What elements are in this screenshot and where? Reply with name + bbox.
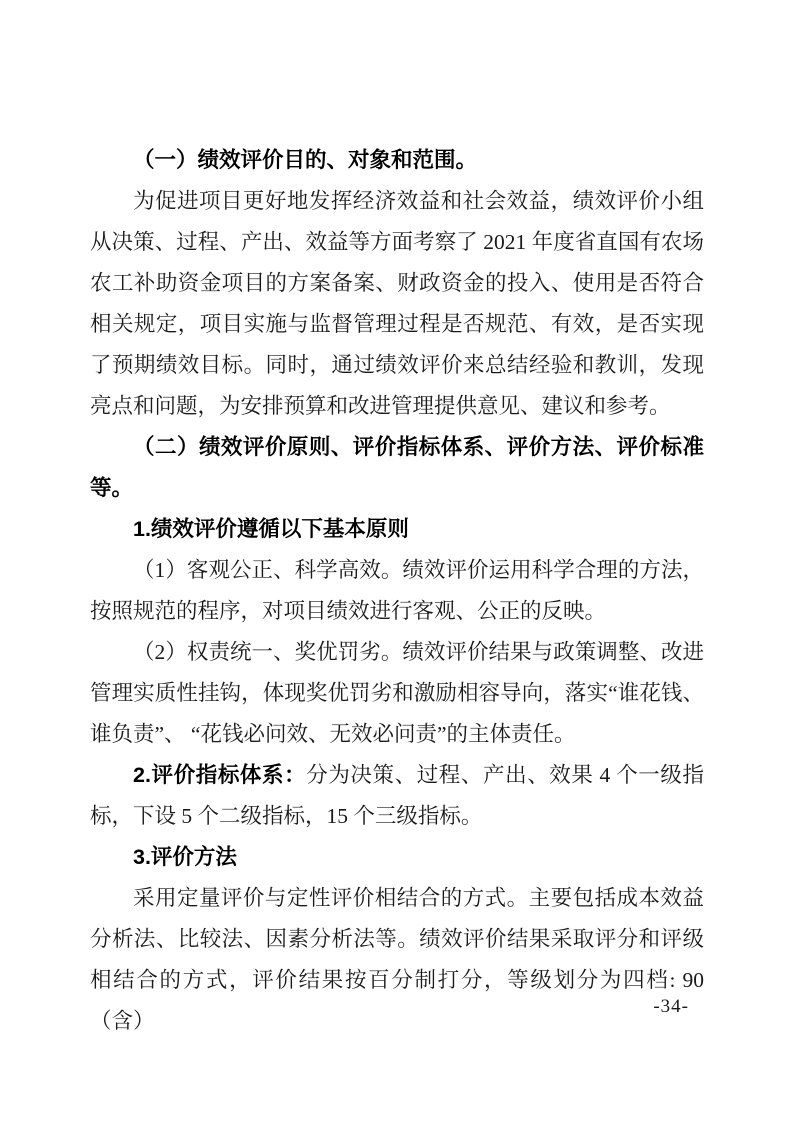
section-2-heading: （二）绩效评价原则、评价指标体系、评价方法、评价标准等。	[90, 435, 704, 500]
document-content	[90, 140, 704, 1042]
principle-item-2: （2）权责统一、奖优罚劣。绩效评价结果与政策调整、改进管理实质性挂钩，体现奖优罚劣和激励相容导向，落实“谁花钱、谁负责”、 “花钱必问效、无效必问责”的主体责任。	[90, 640, 704, 746]
method-heading: 3.评价方法	[133, 845, 237, 869]
section-1-heading: （一）绩效评价目的、对象和范围。	[133, 148, 478, 172]
indicator-system-text: 分为决策、过程、产出、效果 4 个一级指标，下设 5 个二级指标，15 个三级指标。	[90, 763, 704, 828]
indicator-system-paragraph	[90, 755, 704, 837]
principles-heading: 1.绩效评价遵循以下基本原则	[133, 517, 409, 541]
method-paragraph: 采用定量评价与定性评价相结合的方式。主要包括成本效益分析法、比较法、因素分析法等。绩效评价结果采取评分和评级相结合的方式，评价结果按百分制打分，等级划分为四档: 90（含）	[90, 886, 704, 1033]
section-1-paragraph: 为促进项目更好地发挥经济效益和社会效益，绩效评价小组从决策、过程、产出、效益等方面考察了 2021 年度省直国有农场农工补助资金项目的方案备案、财政资金的投入、使用是否符合相关规定，项目实施与监督管理过程是否规范、有效，是否实现了预期绩效目标。同时，通过绩效评价来总结经验和教训，发现亮点和问题，为安排预算和改进管理提供意见、建议和参考。	[90, 189, 704, 418]
indicator-system-lead: 2.评价指标体系：	[133, 763, 307, 787]
page-number: -34-	[653, 996, 689, 1017]
principle-item-1: （1）客观公正、科学高效。绩效评价运用科学合理的方法，按照规范的程序，对项目绩效进行客观、公正的反映。	[90, 558, 704, 623]
